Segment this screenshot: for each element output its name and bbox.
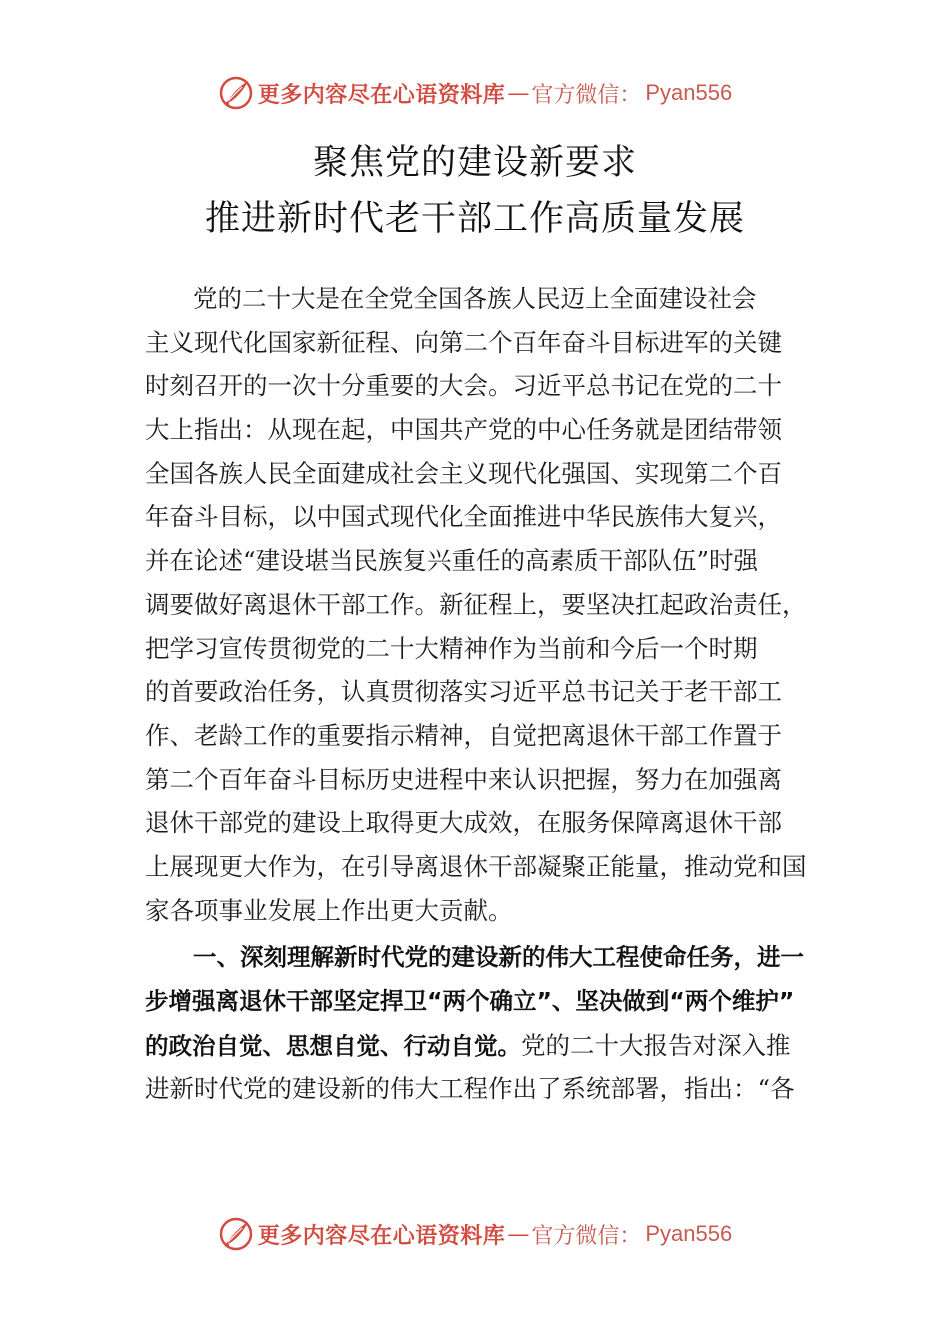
quill-logo-icon (218, 75, 254, 111)
watermark-separator: — (507, 80, 530, 106)
paragraph-line: 并在论述“建设堪当民族复兴重任的高素质干部队伍”时强 (145, 546, 759, 576)
paragraph-line: 作、老龄工作的重要指示精神，自觉把离退休干部工作置于 (145, 720, 782, 750)
quill-logo-icon (218, 1216, 254, 1252)
watermark-account: Pyan556 (645, 1221, 733, 1246)
paragraph-line: 年奋斗目标，以中国式现代化全面推进中华民族伟大复兴， (145, 502, 782, 532)
footer-watermark (0, 1212, 950, 1256)
section-body-text: 党的二十大报告对深入推 (521, 1030, 791, 1060)
paragraph-line: 家各项事业发展上作出更大贡献。 (145, 895, 513, 925)
document-title-line1: 聚焦党的建设新要求 (312, 143, 637, 183)
watermark-main-text: 更多内容尽在心语资料库 (257, 81, 506, 108)
section-heading-line: 一、深刻理解新时代党的建设新的伟大工程使命任务，进一 (193, 943, 804, 972)
paragraph-line: 进新时代党的建设新的伟大工程作出了系统部署，指出：“各 (145, 1074, 795, 1104)
watermark-official-label: 官方微信： (531, 82, 642, 108)
watermark-account: Pyan556 (645, 80, 733, 105)
paragraph-line: 退休干部党的建设上取得更大成效，在服务保障离退休干部 (145, 808, 782, 838)
watermark-separator: — (507, 1221, 530, 1247)
paragraph-line: 的首要政治任务，认真贯彻落实习近平总书记关于老干部工 (145, 677, 782, 707)
paragraph-line: 党的二十大是在全党全国各族人民迈上全面建设社会 (193, 284, 757, 313)
paragraph-line: 把学习宣传贯彻党的二十大精神作为当前和今后一个时期 (145, 633, 758, 663)
paragraph-line: 调要做好离退休干部工作。新征程上，要坚决扛起政治责任， (145, 589, 807, 619)
document-title-line2: 推进新时代老干部工作高质量发展 (204, 199, 745, 239)
paragraph-line: 第二个百年奋斗目标历史进程中来认识把握，努力在加强离 (145, 764, 782, 794)
section-mixed-line (145, 1024, 820, 1068)
header-watermark (0, 71, 950, 115)
paragraph-line: 全国各族人民全面建成社会主义现代化强国、实现第二个百 (145, 458, 782, 488)
watermark-main-text: 更多内容尽在心语资料库 (257, 1222, 506, 1249)
paragraph-line: 上展现更大作为，在引导离退休干部凝聚正能量，推动党和国 (145, 851, 807, 881)
section-heading-line: 步增强离退休干部坚定捍卫“两个确立”、坚决做到“两个维护” (145, 987, 795, 1015)
watermark-official-label: 官方微信： (531, 1223, 642, 1249)
document-body (145, 277, 820, 1111)
paragraph-line: 大上指出：从现在起，中国共产党的中心任务就是团结带领 (145, 415, 782, 445)
paragraph-line: 时刻召开的一次十分重要的大会。习近平总书记在党的二十 (145, 371, 782, 401)
section-heading-end: 的政治自觉、思想自觉、行动自觉。 (145, 1031, 521, 1060)
paragraph-line: 主义现代化国家新征程、向第二个百年奋斗目标进军的关键 (145, 327, 782, 357)
